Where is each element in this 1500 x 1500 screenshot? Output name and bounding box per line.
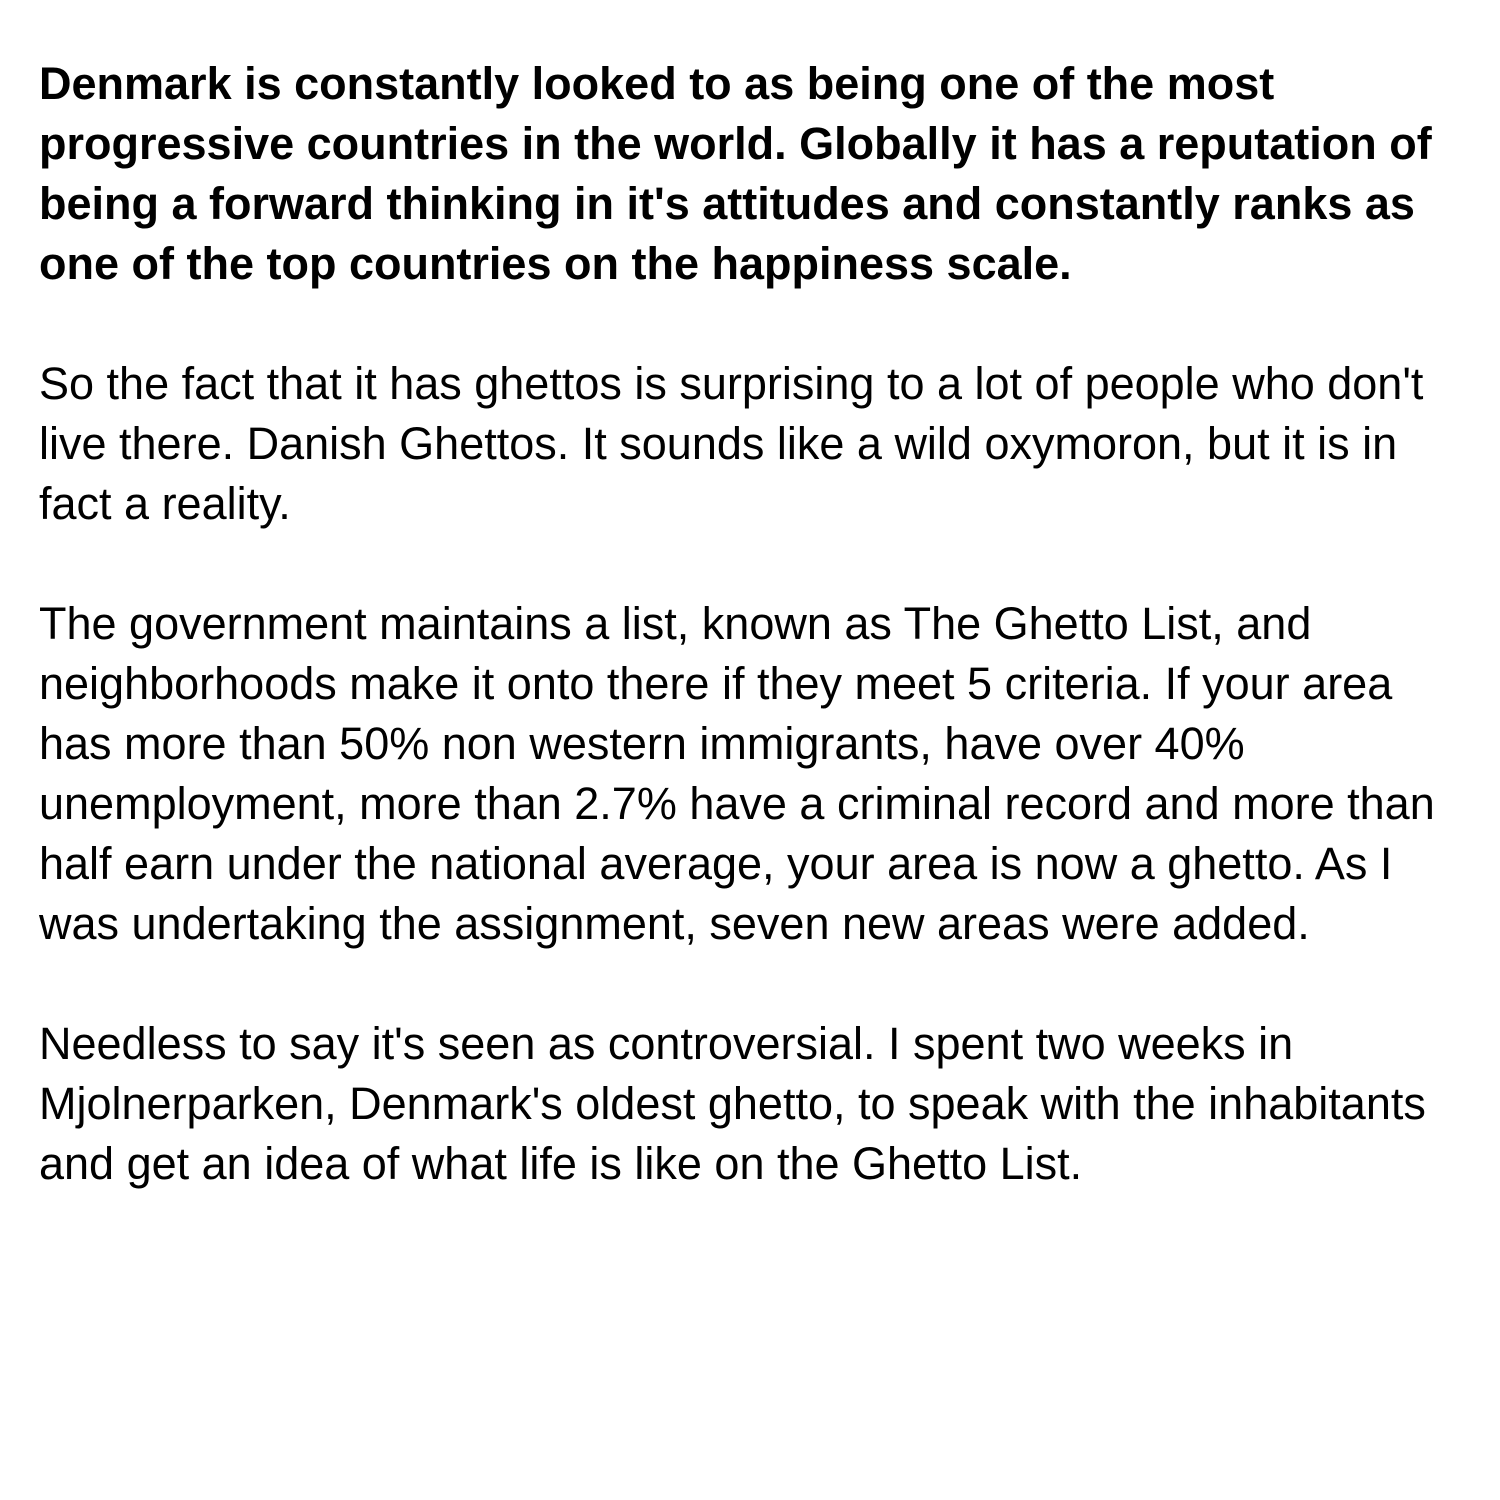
body-paragraph: The government maintains a list, known as The Ghetto List, and neighborhoods make it onto there if they meet 5 criteria. If your area has more than 50% non western immigrants, have over 40% unemployment, more than 2.7% have a criminal record and more than half earn under the national average, your area is now a ghetto. As I was undertaking the assignment, seven new areas were added.	[39, 598, 1435, 949]
article-body	[39, 54, 1459, 1194]
body-paragraph: Needless to say it's seen as controversial. I spent two weeks in Mjolnerparken, Denmark's oldest ghetto, to speak with the inhabitants and get an idea of what life is like on the Ghetto List.	[39, 1018, 1426, 1189]
lead-paragraph: Denmark is constantly looked to as being one of the most progressive countries in the world. Globally it has a reputation of being a forward thinking in it's attitudes and constantly ranks as one of the top countries on the happiness scale.	[39, 58, 1432, 289]
body-paragraph: So the fact that it has ghettos is surprising to a lot of people who don't live there. Danish Ghettos. It sounds like a wild oxymoron, but it is in fact a reality.	[39, 358, 1424, 529]
